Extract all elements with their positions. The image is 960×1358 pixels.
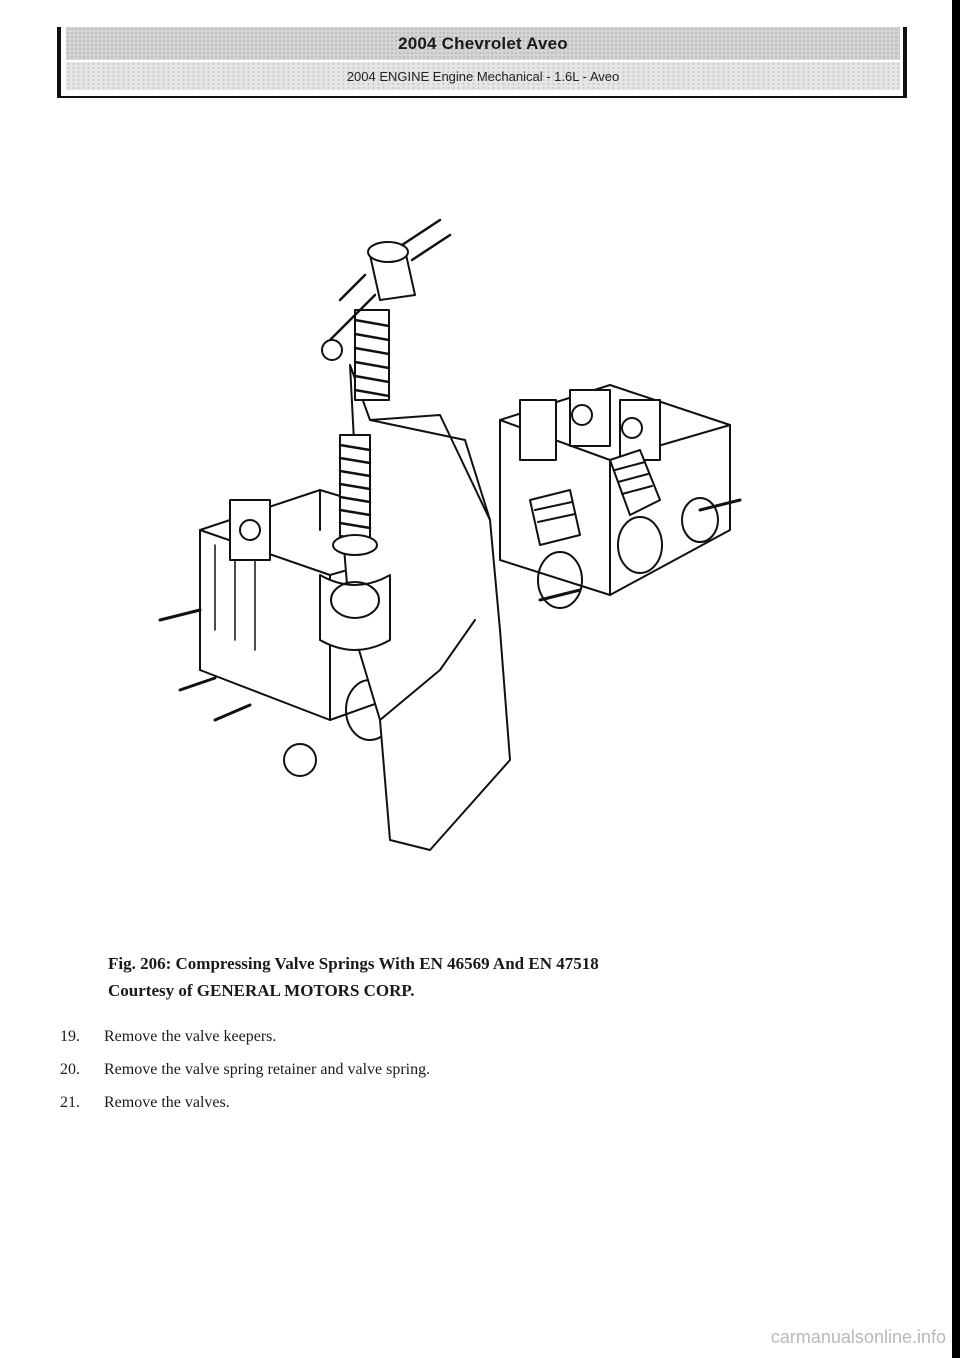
header-divider (57, 96, 907, 98)
page-edge (952, 0, 960, 1358)
header-rule-right (903, 27, 907, 97)
procedure-steps (60, 1022, 900, 1121)
line-drawing (140, 200, 780, 880)
step-21 (60, 1088, 900, 1118)
caption-line-2: Courtesy of GENERAL MOTORS CORP. (108, 981, 415, 1000)
step-number: 21. (60, 1094, 80, 1111)
step-text: Remove the valve keepers. (104, 1028, 277, 1045)
step-text: Remove the valve spring retainer and valve spring. (104, 1061, 431, 1078)
step-19 (60, 1022, 900, 1052)
step-text: Remove the valves. (104, 1094, 230, 1111)
document-title: 2004 Chevrolet Aveo (66, 27, 900, 60)
step-number: 20. (60, 1061, 80, 1078)
valve-spring-compressor-illustration (140, 200, 780, 880)
header-rule-left (57, 27, 61, 97)
caption-line-1: Fig. 206: Compressing Valve Springs With EN 46569 And EN 47518 (108, 954, 599, 973)
figure-caption (108, 950, 808, 1004)
watermark: carmanualsonline.info (770, 1327, 946, 1347)
step-20 (60, 1055, 900, 1085)
step-number: 19. (60, 1028, 80, 1045)
document-subtitle: 2004 ENGINE Engine Mechanical - 1.6L - Aveo (66, 62, 900, 90)
